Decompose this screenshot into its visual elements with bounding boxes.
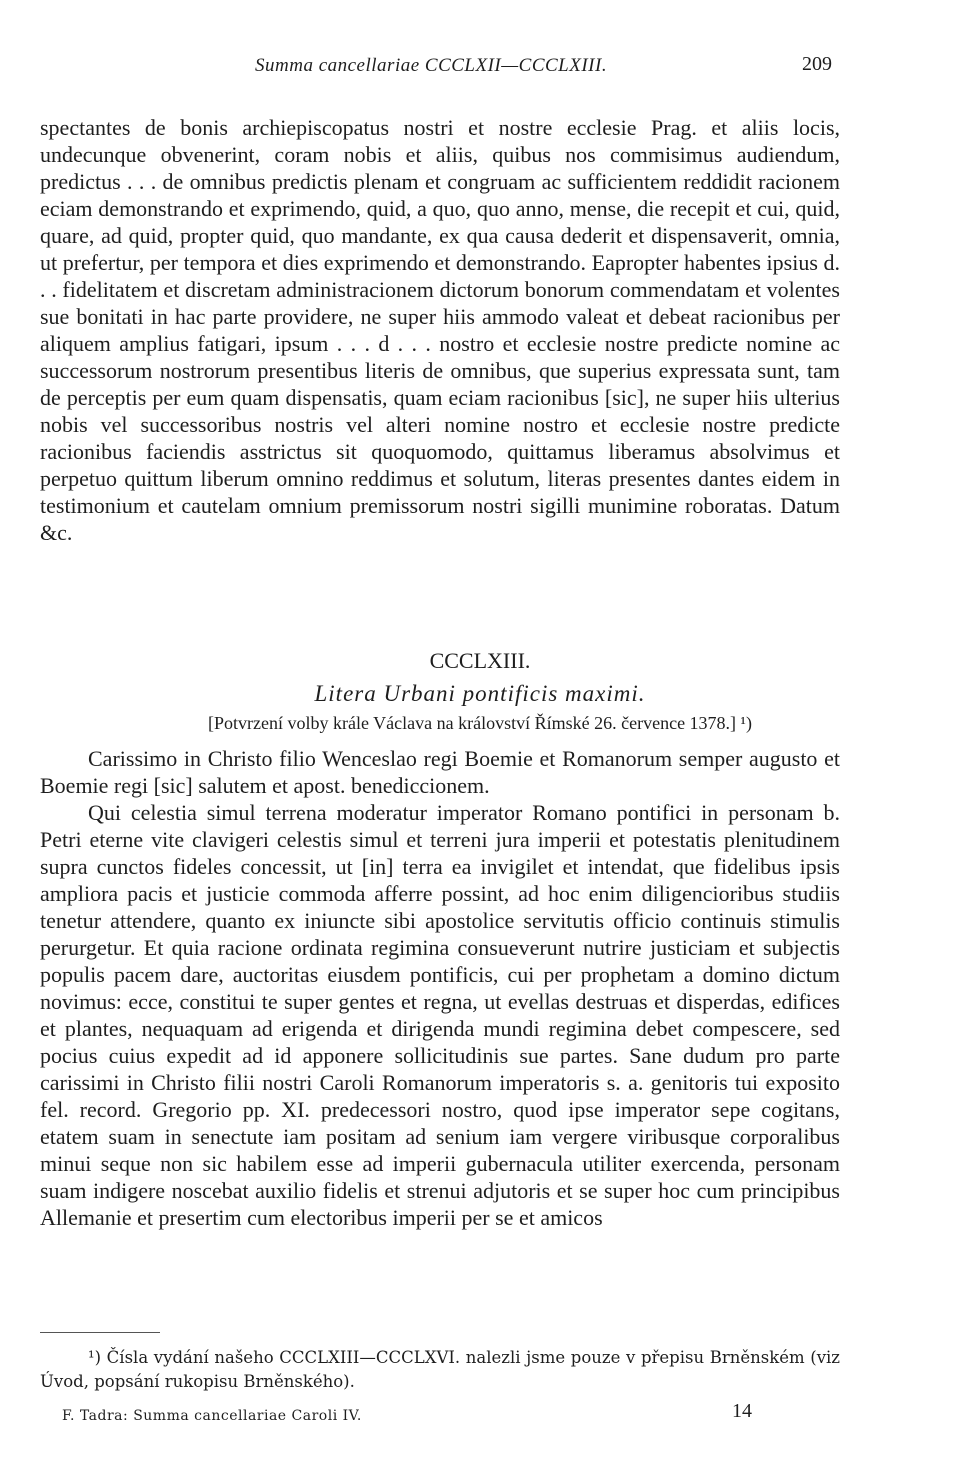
document-number: CCCLXIII. xyxy=(429,648,531,673)
footnote xyxy=(40,1346,840,1394)
signature-text: F. Tadra: Summa cancellariae Caroli IV. xyxy=(62,1408,362,1424)
running-title: Summa cancellariae CCCLXII—CCCLXIII. xyxy=(255,55,608,76)
running-head xyxy=(0,52,960,82)
document-363-text xyxy=(40,745,840,1231)
document-362-text xyxy=(40,114,840,546)
sheet-number: 14 xyxy=(732,1400,752,1422)
page-number: 209 xyxy=(802,53,832,75)
paragraph: spectantes de bonis archiepiscopatus nostri et nostre ecclesie Prag. et aliis locis, undecunque obvenerint, coram nobis et aliis, quibus nos commisimus audiendum, predictus . . . de omnibus predictis plenam et congruam ac sufficientem reddidit racionem eciam demonstrando et exprimendo, quid, a quo, quo anno, mense, die recepit et cui, quid, quare, ad quid, propter quid, quo mandante, ex qua causa dederit et dispensaverit, omnia, ut prefertur, per tempora et dies exprimendo et demonstrando. Eapropter habentes ipsius d. . . fidelitatem et discretam administracionem dictorum bonorum commendatam et volentes sue bonitati in hac parte providere, ne super hiis ammodo valeat et debeat racionibus per aliquem amplius fatigari, ipsum . . . d . . . nostro et ecclesie nostre predicte nomine ac successorum nostrorum presentibus literis de omnibus, que superius expressata sunt, tam de perceptis per eum quam dispensatis, quam eciam racionibus [sic], ne super hiis ulterius nobis vel successoribus nostris vel alteri nomine nostro et ecclesie nostre predicte racionibus faciendis asstrictus sit quoquomodo, quittamus liberamus absolvimus et perpetuo quittum liberum omnino reddimus et solutum, literas presentes dantes eidem in testimonium et cautelam omnium premissorum nostri sigilli munimine roboratas. Datum &c. xyxy=(40,115,840,545)
footnote-text: ¹) Čísla vydání našeho CCCLXIII—CCCLXVI. nalezli jsme pouze v přepisu Brněnském (viz Úvod, popsání rukopisu Brněnského). xyxy=(40,1348,840,1391)
printer-signature xyxy=(0,1400,960,1430)
document-title: Litera Urbani pontificis maximi. xyxy=(314,681,646,706)
paragraph: Carissimo in Christo filio Wenceslao regi Boemie et Romanorum semper augusto et Boemie regi [sic] salutem et apost. benediccionem. xyxy=(40,746,840,798)
paragraph: Qui celestia simul terrena moderatur imperator Romano pontifici in personam b. Petri eterne vite clavigeri celestis simul et terreni jura imperii et potestatis plenitudinem supra cunctos fideles concessit, ut [in] terra ea invigilet et intendat, que fidelibus ipsis ampliora pacis et justicie commoda afferre possint, ad hoc enim diligencioribus studiis tenetur attendere, quanto ex iniuncte sibi apostolice servitutis officio continuis stimulis perurgetur. Et quia racione ordinata regimina consueverunt nutrire justiciam et subjectis populis pacem dare, auctoritas eiusdem pontificis, cui per prophetam a domino dictum novimus: ecce, constitui te super gentes et regna, ut evellas destruas et disperdas, edifices et plantes, nequaquam ad erigenda et dirigenda mundi regimina debet compescere, sed pocius cuius expedit ad id apponere sollicitudinis sue partes. Sane dudum pro parte carissimi in Christo filii nostri Caroli Romanorum imperatoris s. a. genitoris tui exposito fel. record. Gregorio pp. XI. predecessori nostro, quod ipse imperator sepe cogitans, etatem suam in senectute iam positam ad senium iam vergere viribusque corporalibus minui seque non sic habilem esse ad imperii gubernacula utiliter exercenda, personam suam indigere noscebat auxilio fidelis et strenui adjutoris et se super hoc cum principibus Allemanie et presertim cum electoribus imperii per se et amicos xyxy=(40,800,840,1230)
document-regest: [Potvrzení volby krále Václava na království Římské 26. července 1378.] ¹) xyxy=(208,713,752,733)
footnote-divider xyxy=(40,1332,160,1333)
